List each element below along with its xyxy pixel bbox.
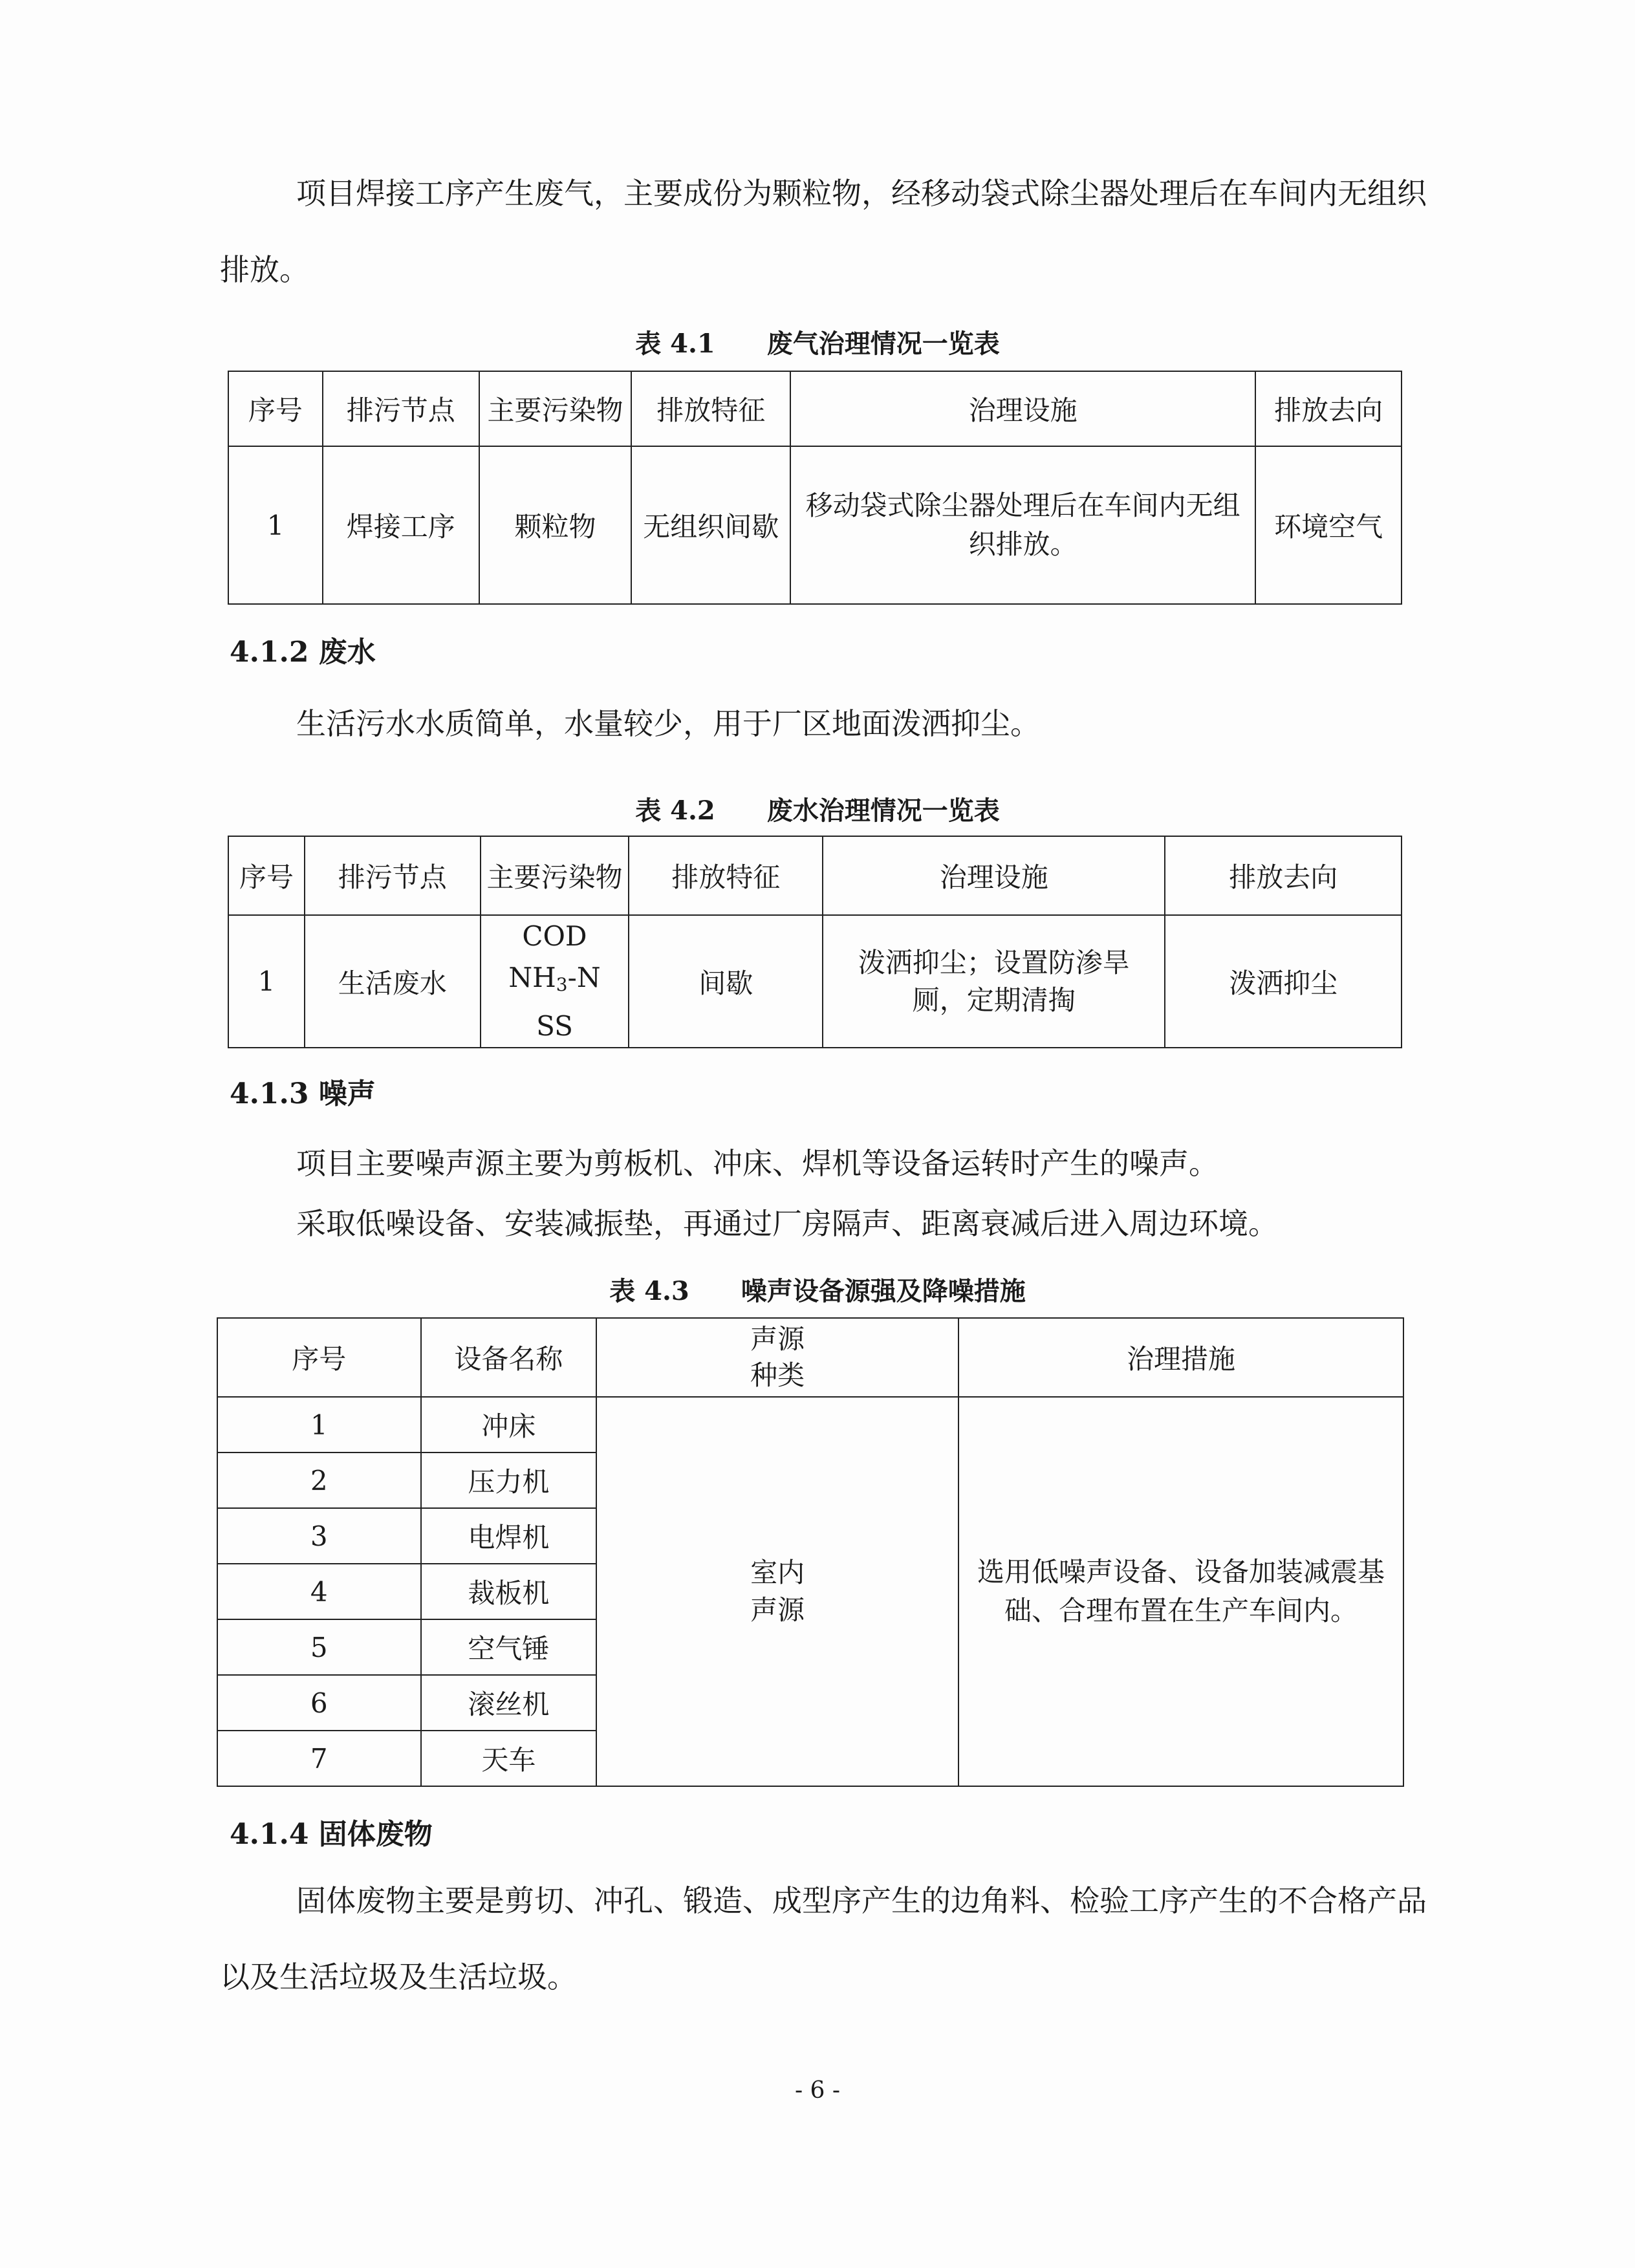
table1-cell: 移动袋式除尘器处理后在车间内无组织排放。 bbox=[790, 446, 1255, 604]
table1-cell: 颗粒物 bbox=[479, 446, 632, 604]
table2-cell: 间歇 bbox=[629, 915, 823, 1048]
table1-caption-title: 废气治理情况一览表 bbox=[766, 329, 1000, 359]
table2-header-cell: 序号 bbox=[228, 836, 305, 915]
table2-header-cell: 排放特征 bbox=[629, 836, 823, 915]
table2-caption bbox=[0, 790, 1635, 827]
table1-header-cell: 主要污染物 bbox=[479, 371, 632, 446]
table3-cell-no: 3 bbox=[217, 1508, 421, 1564]
intro-paragraph: 项目焊接工序产生废气，主要成份为颗粒物，经移动袋式除尘器处理后在车间内无组织排放。 bbox=[220, 176, 1427, 287]
table1-cell: 环境空气 bbox=[1255, 446, 1402, 604]
table3-caption-title: 噪声设备源强及降噪措施 bbox=[741, 1276, 1026, 1306]
table2-cell: 泼洒抑尘；设置防渗旱厕，定期清掏 bbox=[823, 915, 1165, 1048]
table3-cell-name: 天车 bbox=[421, 1731, 597, 1786]
section-heading-solid-waste: 4.1.4 固体废物 bbox=[230, 1818, 433, 1851]
table3-header-cell: 治理措施 bbox=[958, 1318, 1403, 1397]
pollutant-ss: SS bbox=[536, 1010, 573, 1042]
table2-pollutants-cell bbox=[481, 915, 629, 1048]
table-row bbox=[228, 915, 1402, 1048]
table3-cell-no: 2 bbox=[217, 1453, 421, 1508]
pollutant-nh3n-subscript: 3 bbox=[556, 974, 568, 995]
table1-caption bbox=[0, 323, 1635, 360]
table2-cell: 1 bbox=[228, 915, 305, 1048]
table1-header-cell: 排污节点 bbox=[323, 371, 479, 446]
table3-header-row bbox=[217, 1318, 1403, 1397]
table2-cell: 生活废水 bbox=[305, 915, 481, 1048]
table1-cell: 无组织间歇 bbox=[631, 446, 790, 604]
table1-header-row bbox=[228, 371, 1402, 446]
table3-source-type: 室内声源 bbox=[596, 1397, 958, 1786]
table2 bbox=[228, 836, 1402, 1048]
solid-waste-paragraph: 固体废物主要是剪切、冲孔、锻造、成型序产生的边角料、检验工序产生的不合格产品以及生活垃圾及生活垃圾。 bbox=[220, 1883, 1427, 1994]
table3-header-cell: 声源种类 bbox=[596, 1318, 958, 1397]
table3-measure: 选用低噪声设备、设备加装减震基础、合理布置在生产车间内。 bbox=[958, 1397, 1403, 1786]
table1-header-cell: 序号 bbox=[228, 371, 323, 446]
wastewater-paragraph: 生活污水水质简单，水量较少，用于厂区地面泼洒抑尘。 bbox=[296, 706, 1040, 741]
table1-header-cell: 排放特征 bbox=[631, 371, 790, 446]
noise-paragraph-1: 项目主要噪声源主要为剪板机、冲床、焊机等设备运转时产生的噪声。 bbox=[296, 1146, 1218, 1181]
section-heading-wastewater: 4.1.2 废水 bbox=[230, 636, 376, 669]
table2-header-cell: 排放去向 bbox=[1165, 836, 1402, 915]
table3-cell-name: 空气锤 bbox=[421, 1619, 597, 1675]
table1-header-cell: 治理设施 bbox=[790, 371, 1255, 446]
pollutant-nh3n-base: NH bbox=[508, 962, 556, 993]
table2-cell: 泼洒抑尘 bbox=[1165, 915, 1402, 1048]
table3-cell-no: 6 bbox=[217, 1675, 421, 1731]
table2-header-cell: 排污节点 bbox=[305, 836, 481, 915]
pollutant-nh3n-suffix: -N bbox=[567, 962, 601, 993]
table3-cell-name: 冲床 bbox=[421, 1397, 597, 1453]
table3 bbox=[217, 1317, 1404, 1787]
pollutant-nh3n bbox=[486, 957, 623, 1006]
table3-caption bbox=[0, 1271, 1635, 1308]
table1-header-cell: 排放去向 bbox=[1255, 371, 1402, 446]
table3-cell-name: 滚丝机 bbox=[421, 1675, 597, 1731]
table2-header-row bbox=[228, 836, 1402, 915]
table1-cell: 1 bbox=[228, 446, 323, 604]
table3-caption-no: 表 4.3 bbox=[609, 1276, 689, 1306]
page-number: - 6 - bbox=[794, 2077, 841, 2104]
table-row bbox=[228, 446, 1402, 604]
table3-cell-no: 5 bbox=[217, 1619, 421, 1675]
table3-cell-no: 1 bbox=[217, 1397, 421, 1453]
table1-cell: 焊接工序 bbox=[323, 446, 479, 604]
table3-cell-name: 电焊机 bbox=[421, 1508, 597, 1564]
table1 bbox=[228, 371, 1402, 605]
table2-caption-no: 表 4.2 bbox=[635, 795, 715, 826]
table3-header-cell: 设备名称 bbox=[421, 1318, 597, 1397]
table3-cell-no: 7 bbox=[217, 1731, 421, 1786]
table3-header-cell: 序号 bbox=[217, 1318, 421, 1397]
table1-caption-no: 表 4.1 bbox=[635, 329, 715, 359]
table2-header-cell: 治理设施 bbox=[823, 836, 1165, 915]
pollutant-cod: COD bbox=[522, 920, 587, 952]
section-heading-noise: 4.1.3 噪声 bbox=[230, 1077, 376, 1110]
table2-header-cell: 主要污染物 bbox=[481, 836, 629, 915]
table-row bbox=[217, 1397, 1403, 1453]
table3-cell-name: 裁板机 bbox=[421, 1564, 597, 1619]
table3-cell-no: 4 bbox=[217, 1564, 421, 1619]
table2-caption-title: 废水治理情况一览表 bbox=[766, 795, 1000, 826]
noise-paragraph-2: 采取低噪设备、安装减振垫，再通过厂房隔声、距离衰减后进入周边环境。 bbox=[296, 1206, 1278, 1241]
table3-cell-name: 压力机 bbox=[421, 1453, 597, 1508]
